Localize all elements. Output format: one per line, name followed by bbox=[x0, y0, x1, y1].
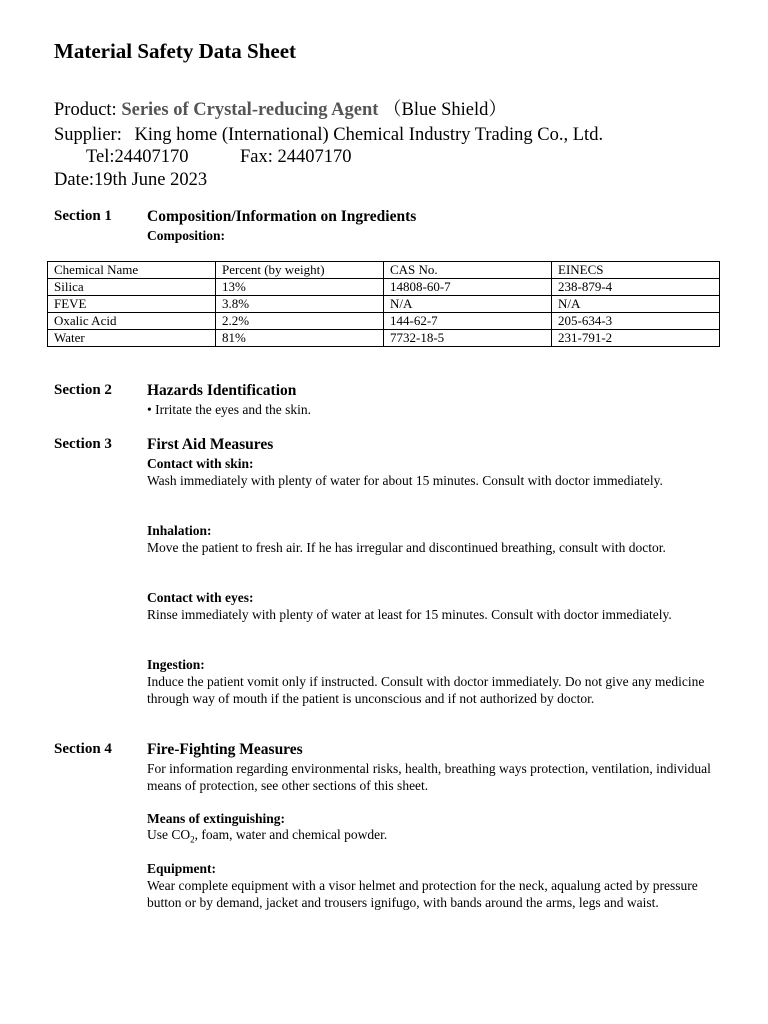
tel-text: Tel:24407170 bbox=[86, 147, 189, 167]
table-row bbox=[48, 279, 720, 296]
composition-table bbox=[47, 261, 720, 347]
table-cell: FEVE bbox=[48, 296, 216, 313]
product-name: Series of Crystal-reducing Agent bbox=[121, 100, 379, 120]
means-prefix: Use CO bbox=[147, 827, 191, 842]
inhalation-heading: Inhalation: bbox=[147, 523, 212, 538]
section2-title: Hazards Identification bbox=[147, 382, 297, 399]
eyes-heading: Contact with eyes: bbox=[147, 590, 254, 605]
table-cell: 81% bbox=[216, 330, 384, 347]
supplier-label: Supplier: bbox=[54, 125, 122, 145]
fire-intro-text: For information regarding environmental risks, health, breathing ways protection, ventilation, individual means of protection, see other sections of this sheet. bbox=[147, 761, 711, 793]
table-cell: N/A bbox=[552, 296, 720, 313]
equipment-heading: Equipment: bbox=[147, 861, 217, 876]
section3-title: First Aid Measures bbox=[147, 436, 274, 453]
table-cell: 205-634-3 bbox=[552, 313, 720, 330]
means-subscript: 2 bbox=[190, 834, 195, 845]
table-cell: 14808-60-7 bbox=[384, 279, 552, 296]
table-cell: 2.2% bbox=[216, 313, 384, 330]
section3-label: Section 3 bbox=[54, 436, 112, 452]
section4-label: Section 4 bbox=[54, 741, 112, 757]
composition-heading: Composition: bbox=[147, 228, 226, 243]
supplier-name: King home (International) Chemical Industry Trading Co., Ltd. bbox=[134, 125, 604, 145]
section1-title: Composition/Information on Ingredients bbox=[147, 208, 417, 225]
eyes-text: Rinse immediately with plenty of water at least for 15 minutes. Consult with doctor immediately. bbox=[147, 607, 672, 622]
table-cell: Water bbox=[48, 330, 216, 347]
skin-heading: Contact with skin: bbox=[147, 456, 254, 471]
means-heading: Means of extinguishing: bbox=[147, 811, 286, 826]
fax-text: Fax: 24407170 bbox=[240, 147, 352, 167]
table-row bbox=[48, 296, 720, 313]
table-cell: 3.8% bbox=[216, 296, 384, 313]
table-cell: Oxalic Acid bbox=[48, 313, 216, 330]
header-percent: Percent (by weight) bbox=[216, 262, 384, 279]
skin-text: Wash immediately with plenty of water for about 15 minutes. Consult with doctor immediately. bbox=[147, 473, 663, 488]
table-cell: N/A bbox=[384, 296, 552, 313]
table-cell: 7732-18-5 bbox=[384, 330, 552, 347]
header-einecs: EINECS bbox=[552, 262, 720, 279]
product-label: Product: bbox=[54, 100, 117, 120]
document-title: Material Safety Data Sheet bbox=[54, 39, 297, 63]
means-text bbox=[147, 827, 387, 845]
ingestion-heading: Ingestion: bbox=[147, 657, 205, 672]
product-line bbox=[54, 99, 507, 121]
table-cell: 238-879-4 bbox=[552, 279, 720, 296]
table-cell: 13% bbox=[216, 279, 384, 296]
hazard-bullet: • Irritate the eyes and the skin. bbox=[147, 402, 312, 417]
table-cell: Silica bbox=[48, 279, 216, 296]
inhalation-text: Move the patient to fresh air. If he has irregular and discontinued breathing, consult with doctor. bbox=[147, 540, 666, 555]
header-chemical-name: Chemical Name bbox=[48, 262, 216, 279]
table-header-row bbox=[48, 262, 720, 279]
ingestion-text: Induce the patient vomit only if instructed. Consult with doctor immediately. Do not give any medicine through way of mouth if the patient is unconscious and if not authorized by doctor. bbox=[147, 674, 705, 706]
section4-title: Fire-Fighting Measures bbox=[147, 741, 303, 758]
table-row bbox=[48, 330, 720, 347]
table-cell: 231-791-2 bbox=[552, 330, 720, 347]
product-variant: （Blue Shield） bbox=[383, 100, 507, 120]
table-cell: 144-62-7 bbox=[384, 313, 552, 330]
section2-label: Section 2 bbox=[54, 382, 112, 398]
section1-label: Section 1 bbox=[54, 208, 112, 224]
equipment-text: Wear complete equipment with a visor helmet and protection for the neck, aqualung acted by pressure button or by demand, jacket and trousers ignifugo, with bands around the arms, legs and waist. bbox=[147, 878, 698, 910]
table-row bbox=[48, 313, 720, 330]
header-cas: CAS No. bbox=[384, 262, 552, 279]
means-suffix: , foam, water and chemical powder. bbox=[194, 827, 388, 842]
date-text: Date:19th June 2023 bbox=[54, 170, 208, 190]
supplier-line bbox=[54, 124, 603, 146]
